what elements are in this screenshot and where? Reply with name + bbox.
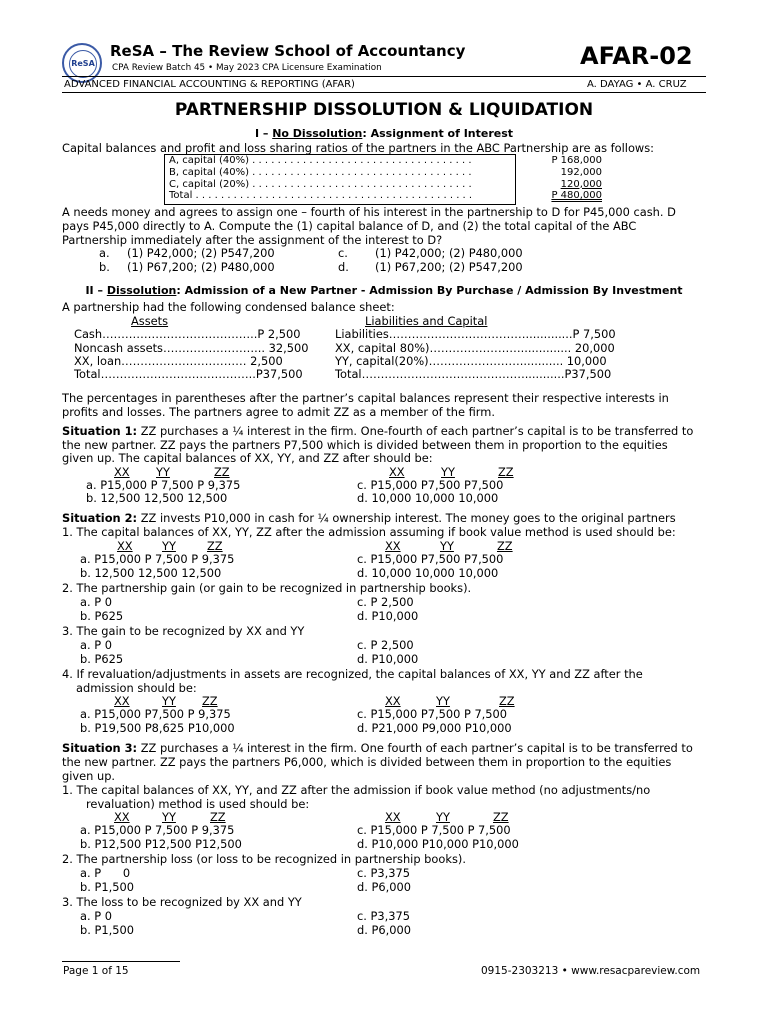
col-header-xx: XX: [385, 810, 401, 824]
section2-paragraph: profits and losses. The partners agree to admit ZZ as a member of the firm.: [62, 405, 495, 419]
choice-a: a. P 0: [80, 909, 112, 923]
choice-a: a. P 0: [80, 638, 112, 652]
authors: A. DAYAG • A. CRUZ: [587, 79, 687, 90]
choice-c: c. P3,375: [357, 909, 410, 923]
choice-d: d. 10,000 10,000 10,000: [357, 566, 499, 580]
choice-d: d. P21,000 P9,000 P10,000: [357, 721, 512, 735]
header-rule-bottom: [62, 92, 706, 93]
question-line: pays P45,000 directly to A. Compute the (1) capital balance of D, and (2) the total capital of the ABC: [62, 219, 637, 233]
capital-labels: [169, 155, 472, 202]
choice-c: c. P15,000 P7,500 P 7,500: [357, 707, 508, 721]
bs-right-row: Total……………………………………............P37,500: [335, 367, 612, 381]
situation3-text: ZZ purchases a ¼ interest in the firm. One fourth of each partner’s capital is to be transferred to: [137, 741, 693, 755]
choice-d: d. P10,000: [357, 609, 419, 623]
section2-paragraph: The percentages in parentheses after the partner’s capital balances represent their respective interests in: [62, 391, 669, 405]
col-header-xx: XX: [389, 465, 405, 479]
question-1: 1. The capital balances of XX, YY, ZZ after the admission assuming if book value method is used should be:: [62, 525, 676, 539]
col-header-zz: ZZ: [202, 694, 218, 708]
choice-b: b. 12,500 12,500 12,500: [86, 491, 228, 505]
col-header-yy: YY: [440, 539, 454, 553]
col-header-yy: YY: [162, 539, 176, 553]
situation1-line: given up. The capital balances of XX, YY, and ZZ after should be:: [62, 451, 433, 465]
choice-a: a. P 0: [80, 866, 131, 880]
choice-b: b. P1,500: [80, 880, 134, 894]
col-header-zz: ZZ: [210, 810, 226, 824]
school-title: [110, 42, 465, 60]
situation1-line: the new partner. ZZ pays the partners P7,500 which is divided between them in proportion to the equities: [62, 438, 668, 452]
col-header-zz: ZZ: [207, 539, 223, 553]
capital-label: Total . . . . . . . . . . . . . . . . . . . . . . . . . . . . . . . . . . . . . . . . . . . .: [169, 190, 473, 202]
logo-text: ReSA: [69, 50, 97, 78]
choice-b: b. P625: [80, 652, 124, 666]
col-header-zz: ZZ: [497, 539, 513, 553]
capital-label: C, capital (20%) . . . . . . . . . . . . . . . . . . . . . . . . . . . . . . . . . . .: [169, 178, 472, 190]
choice-a: a. P15,000 P 7,500 P 9,375: [80, 552, 235, 566]
choice-d: d. P10,000 P10,000 P10,000: [357, 837, 519, 851]
section1-heading-rest: : Assignment of Interest: [362, 127, 514, 140]
situation2-label: Situation 2:: [62, 511, 138, 525]
choice-a: a. P15,000 P 7,500 P 9,375: [86, 478, 241, 492]
question-2: 2. The partnership gain (or gain to be recognized in partnership books).: [62, 581, 472, 595]
situation1-label: Situation 1:: [62, 424, 138, 438]
bs-right-row: XX, capital 80%)…………………….............. 20,000: [335, 341, 615, 355]
choice-letter: c.: [338, 246, 348, 260]
choice-d: d. P6,000: [357, 880, 411, 894]
choice-d: d. 10,000 10,000 10,000: [357, 491, 499, 505]
assets-heading: Assets: [131, 314, 169, 328]
col-header-yy: YY: [436, 810, 450, 824]
course-code: AFAR-02: [580, 42, 693, 70]
header-rule-top: [62, 76, 706, 77]
col-header-zz: ZZ: [493, 810, 509, 824]
col-header-yy: YY: [162, 694, 176, 708]
situation3-line: the new partner. ZZ pays the partners P6,000, which is divided between them in proportion to the equities: [62, 755, 672, 769]
choice-letter: b.: [99, 260, 110, 274]
situation2-text: ZZ invests P10,000 in cash for ¼ ownership interest. The money goes to the original partners: [137, 511, 676, 525]
bs-left-row: Cash…………………………………..P 2,500: [74, 327, 301, 341]
col-header-zz: ZZ: [214, 465, 230, 479]
liabilities-heading: Liabilities and Capital: [365, 314, 488, 328]
situation3-line: given up.: [62, 769, 116, 783]
bs-right-row: Liabilities……………………………….............P 7,500: [335, 327, 616, 341]
brand-name: ReSA: [110, 42, 155, 60]
capital-value: 120,000: [560, 178, 602, 190]
footer-contact: 0915-2303213 • www.resacpareview.com: [481, 965, 701, 977]
choice-text: (1) P42,000; (2) P480,000: [375, 246, 523, 260]
question-3: 3. The loss to be recognized by XX and YY: [62, 895, 302, 909]
resa-logo: [62, 43, 102, 83]
choice-d: d. P6,000: [357, 923, 411, 937]
section1-intro: Capital balances and profit and loss sharing ratios of the partners in the ABC Partnership are as follows:: [62, 141, 654, 155]
choice-b: b. P19,500 P8,625 P10,000: [80, 721, 235, 735]
question-1: 1. The capital balances of XX, YY, and ZZ after the admission if book value method (no adjustments/no: [62, 783, 651, 797]
page-title: PARTNERSHIP DISSOLUTION & LIQUIDATION: [174, 100, 594, 120]
bs-left-row: Total…………………………………..P37,500: [74, 367, 303, 381]
batch-line: CPA Review Batch 45 • May 2023 CPA Licensure Examination: [112, 63, 382, 73]
col-header-zz: ZZ: [498, 465, 514, 479]
section1-heading-underlined: No Dissolution: [272, 127, 363, 140]
col-header-xx: XX: [114, 465, 130, 479]
col-header-xx: XX: [117, 539, 133, 553]
choice-b: b. P625: [80, 609, 124, 623]
capital-label: A, capital (40%) . . . . . . . . . . . . . . . . . . . . . . . . . . . . . . . . . . .: [169, 155, 472, 166]
footer-rule: [62, 961, 180, 962]
school-name: – The Review School of Accountancy: [159, 42, 466, 60]
choice-text: (1) P67,200; (2) P480,000: [127, 260, 275, 274]
col-header-yy: YY: [441, 465, 455, 479]
subject-line: ADVANCED FINANCIAL ACCOUNTING & REPORTING (AFAR): [64, 79, 355, 90]
question-line: A needs money and agrees to assign one – fourth of his interest in the partnership to D for P45,000 cash. D: [62, 205, 676, 219]
choice-a: a. P 0: [80, 595, 112, 609]
situation2-line: [62, 511, 676, 526]
question-2: 2. The partnership loss (or loss to be recognized in partnership books).: [62, 852, 466, 866]
choice-b: b. P1,500: [80, 923, 134, 937]
col-header-xx: XX: [385, 694, 401, 708]
col-header-xx: XX: [114, 694, 130, 708]
section1-heading-prefix: I –: [254, 127, 273, 140]
section2-heading: [62, 284, 706, 299]
choice-c: c. P15,000 P7,500 P7,500: [357, 552, 504, 566]
choice-b: b. P12,500 P12,500 P12,500: [80, 837, 242, 851]
section1-heading: [62, 127, 706, 142]
bs-left-row: Noncash assets……………………... 32,500: [74, 341, 309, 355]
page-number: Page 1 of 15: [63, 965, 129, 977]
choice-d: d. P10,000: [357, 652, 419, 666]
choice-c: c. P3,375: [357, 866, 410, 880]
capital-value: 192,000: [560, 166, 602, 178]
col-header-xx: XX: [114, 810, 130, 824]
choice-c: c. P15,000 P 7,500 P 7,500: [357, 823, 511, 837]
col-header-yy: YY: [436, 694, 450, 708]
choice-c: c. P 2,500: [357, 638, 414, 652]
situation3-label: Situation 3:: [62, 741, 138, 755]
col-header-yy: YY: [156, 465, 170, 479]
choice-a: a. P15,000 P7,500 P 9,375: [80, 707, 231, 721]
question-4-cont: admission should be:: [76, 681, 197, 695]
section2-heading-underlined: Dissolution: [106, 284, 177, 297]
choice-text: (1) P42,000; (2) P547,200: [127, 246, 275, 260]
question-line: Partnership immediately after the assignment of the interest to D?: [62, 233, 443, 247]
col-header-yy: YY: [162, 810, 176, 824]
capital-value: P 168,000: [551, 155, 602, 166]
question-3: 3. The gain to be recognized by XX and YY: [62, 624, 305, 638]
choice-letter: a.: [99, 246, 110, 260]
choice-c: c. P15,000 P7,500 P7,500: [357, 478, 504, 492]
choice-letter: d.: [338, 260, 349, 274]
bs-right-row: YY, capital(20%)……………………............ 10,000: [335, 354, 607, 368]
capital-value: P 480,000: [551, 190, 602, 202]
situation1-text: ZZ purchases a ¼ interest in the firm. One-fourth of each partner’s capital is to be transferred to: [137, 424, 694, 438]
choice-c: c. P 2,500: [357, 595, 414, 609]
capital-label: B, capital (40%) . . . . . . . . . . . . . . . . . . . . . . . . . . . . . . . . . . .: [169, 166, 472, 178]
section2-heading-rest: : Admission of a New Partner - Admission By Purchase / Admission By Investment: [176, 284, 683, 297]
situation1-line: [62, 424, 693, 439]
question-4: 4. If revaluation/adjustments in assets are recognized, the capital balances of XX, YY and ZZ after the: [62, 667, 643, 681]
choice-text: (1) P67,200; (2) P547,200: [375, 260, 523, 274]
situation3-line: [62, 741, 693, 756]
choice-a: a. P15,000 P 7,500 P 9,375: [80, 823, 235, 837]
section2-heading-prefix: II –: [85, 284, 107, 297]
col-header-xx: XX: [385, 539, 401, 553]
section2-intro: A partnership had the following condensed balance sheet:: [62, 300, 395, 314]
question-1-cont: revaluation) method is used should be:: [86, 797, 310, 811]
capital-values: [540, 155, 602, 202]
choice-b: b. 12,500 12,500 12,500: [80, 566, 222, 580]
col-header-zz: ZZ: [499, 694, 515, 708]
bs-left-row: XX, loan…………………………… 2,500: [74, 354, 283, 368]
